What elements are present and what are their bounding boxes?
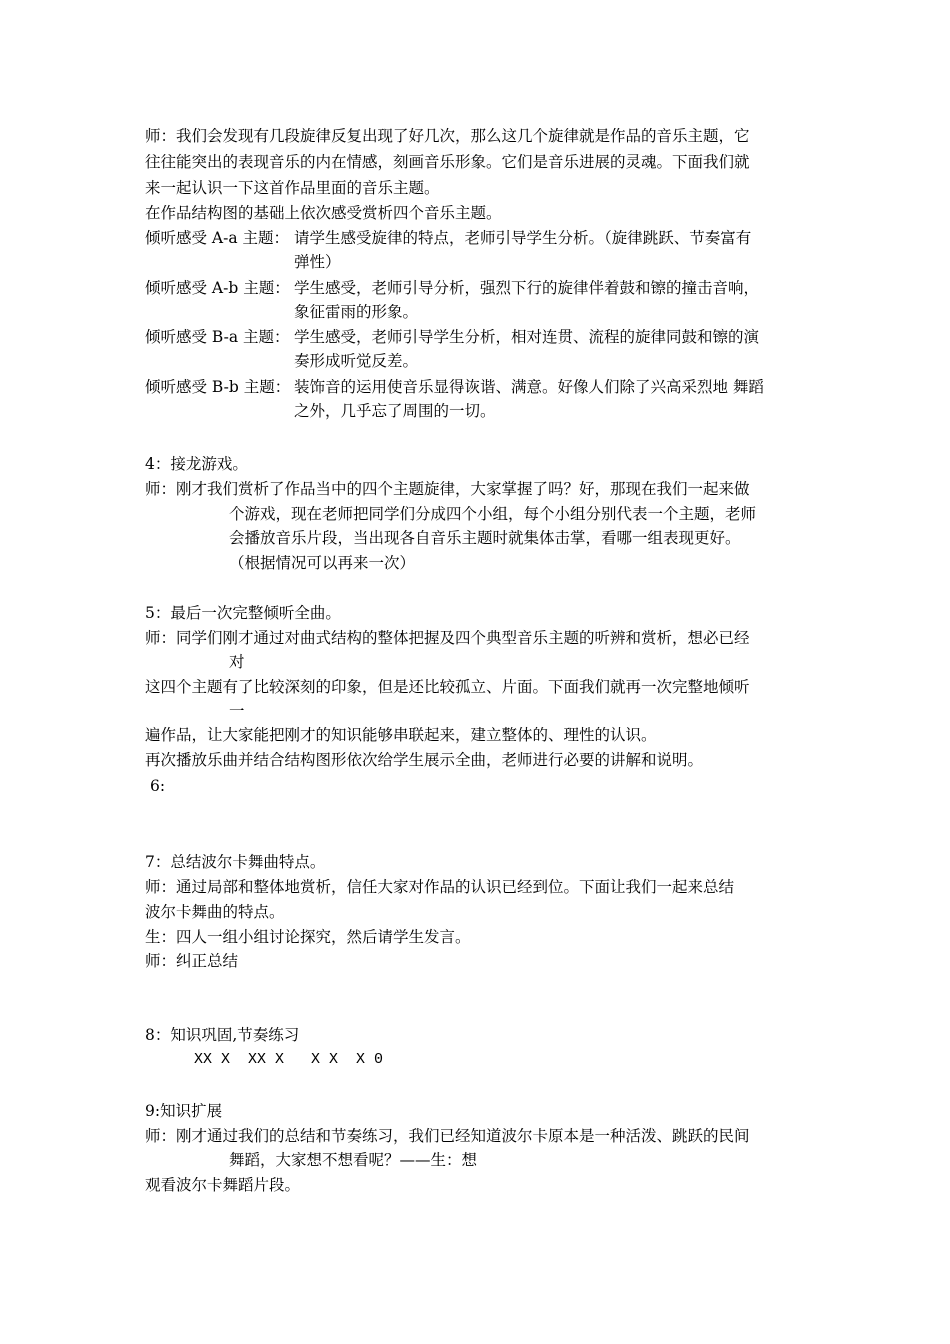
theme-ab-text-2: 象征雷雨的形象。 (294, 303, 419, 321)
theme-ba-text-2: 奏形成听觉反差。 (294, 352, 419, 370)
theme-aa-text-1: 请学生感受旋律的特点，老师引导学生分析。（旋律跳跃、节奏富有 (294, 229, 752, 247)
intro-line-2: 往往能突出的表现音乐的内在情感，刻画音乐形象。它们是音乐进展的灵魂。下面我们就 (145, 153, 750, 171)
section-4-line-1: 师：刚才我们赏析了作品当中的四个主题旋律，大家掌握了吗？好，那现在我们一起来做 (145, 480, 750, 498)
section-7-line-4: 师：纠正总结 (145, 952, 239, 970)
theme-ab-label: 倾听感受 A-b 主题： (145, 279, 290, 297)
section-7-line-2: 波尔卡舞曲的特点。 (145, 903, 285, 921)
section-5-line-4: 一 (229, 702, 245, 720)
intro-line-1: 师：我们会发现有几段旋律反复出现了好几次，那么这几个旋律就是作品的音乐主题，它 (145, 127, 750, 145)
section-7-heading: 7：总结波尔卡舞曲特点。 (145, 853, 326, 871)
section-5-heading: 5：最后一次完整倾听全曲。 (145, 604, 341, 622)
section-9-line-3: 观看波尔卡舞蹈片段。 (145, 1176, 301, 1194)
section-9-line-1: 师：刚才通过我们的总结和节奏练习，我们已经知道波尔卡原本是一种活泼、跳跃的民间 (145, 1127, 750, 1145)
section-7-line-3: 生：四人一组小组讨论探究，然后请学生发言。 (145, 928, 471, 946)
intro-line-3: 来一起认识一下这首作品里面的音乐主题。 (145, 179, 440, 197)
theme-bb-label: 倾听感受 B-b 主题： (145, 378, 291, 396)
section-8-heading: 8：知识巩固,节奏练习 (145, 1026, 300, 1044)
section-9-heading: 9:知识扩展 (145, 1102, 223, 1120)
section-6-heading: 6: (150, 777, 166, 795)
section-5-line-5: 遍作品，让大家能把刚才的知识能够串联起来，建立整体的、理性的认识。 (145, 726, 657, 744)
section-9-line-2: 舞蹈，大家想不想看呢？——生：想 (229, 1151, 478, 1169)
theme-ba-text-1: 学生感受，老师引导学生分析，相对连贯、流程的旋律同鼓和镲的演 (294, 328, 760, 346)
section-5-line-2: 对 (229, 653, 245, 671)
section-4-line-3: 会播放音乐片段，当出现各自音乐主题时就集体击掌，看哪一组表现更好。 (229, 529, 741, 547)
section-5-line-3: 这四个主题有了比较深刻的印象，但是还比较孤立、片面。下面我们就再一次完整地倾听 (145, 678, 750, 696)
intro-line-4: 在作品结构图的基础上依次感受赏析四个音乐主题。 (145, 204, 502, 222)
theme-ba-label: 倾听感受 B-a 主题： (145, 328, 290, 346)
section-5-line-1: 师：同学们刚才通过对曲式结构的整体把握及四个典型音乐主题的听辨和赏析，想必已经 (145, 629, 750, 647)
theme-aa-label: 倾听感受 A-a 主题： (145, 229, 290, 247)
theme-bb-text-1: 装饰音的运用使音乐显得诙谐、满意。好像人们除了兴高采烈地 舞蹈 (294, 378, 764, 396)
section-4-heading: 4：接龙游戏。 (145, 455, 248, 473)
section-4-line-4: （根据情况可以再来一次） (229, 554, 416, 572)
section-5-line-6: 再次播放乐曲并结合结构图形依次给学生展示全曲，老师进行必要的讲解和说明。 (145, 751, 704, 769)
rhythm-notation: XX X XX X X X X 0 (194, 1051, 384, 1068)
theme-ab-text-1: 学生感受，老师引导分析，强烈下行的旋律伴着鼓和镲的撞击音响， (294, 279, 760, 297)
section-7-line-1: 师：通过局部和整体地赏析，信任大家对作品的认识已经到位。下面让我们一起来总结 (145, 878, 735, 896)
theme-aa-text-2: 弹性） (294, 253, 341, 271)
section-4-line-2: 个游戏，现在老师把同学们分成四个小组，每个小组分别代表一个主题，老师 (229, 505, 757, 523)
theme-bb-text-2: 之外，几乎忘了周围的一切。 (294, 402, 496, 420)
